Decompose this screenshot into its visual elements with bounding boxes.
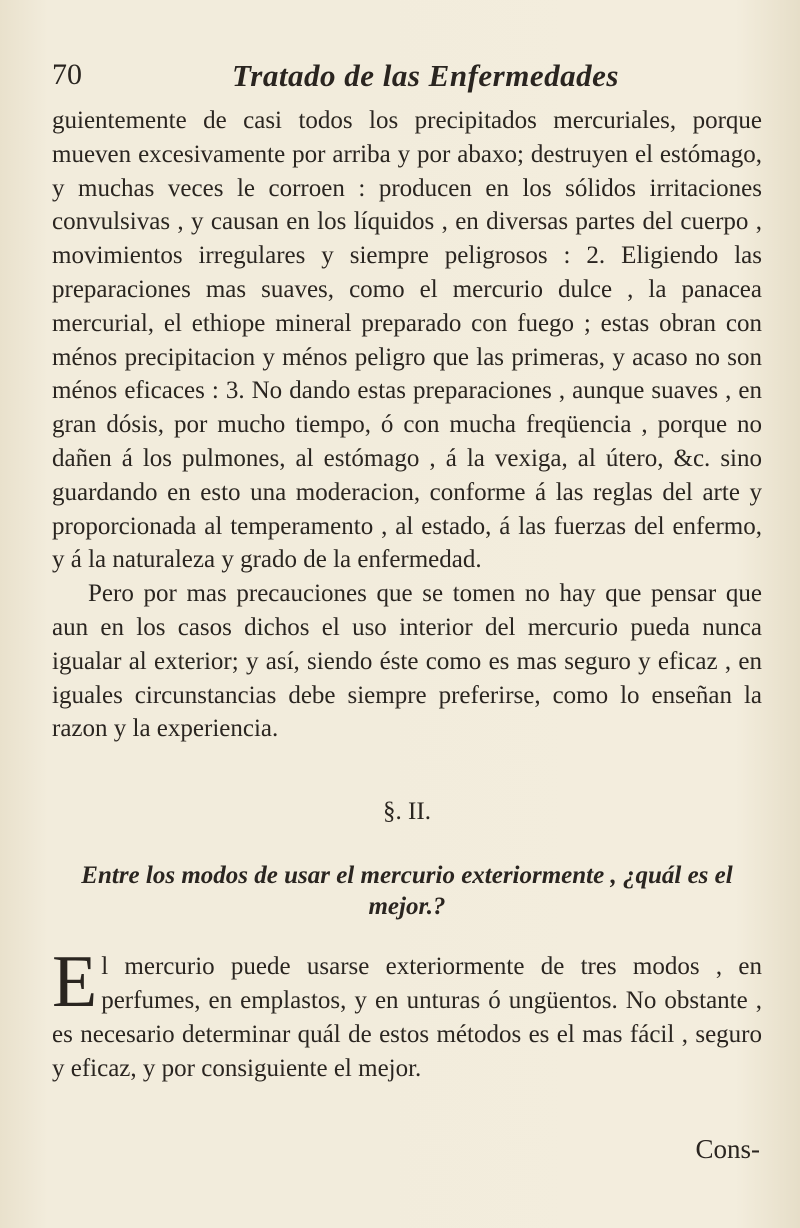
paragraph-1: guientemente de casi todos los precipitados mercuriales, porque mueven excesivamente por arriba y por abaxo; destruyen el estómago, y muchas veces le corroen : producen en los sólidos irritaciones convulsivas , y causan en los líquidos , en diversas partes del cuerpo , movimientos irregulares y siempre peligrosos : 2. Eligiendo las preparaciones mas suaves, como el mercurio dulce , la panacea mercurial, el ethiope mineral preparado con fuego ; estas obran con ménos precipitacion y ménos peligro que las primeras, y acaso no son ménos eficaces : 3. No dando estas preparaciones , aunque suaves , en gran dósis, por mucho tiempo, ó con mucha freqüencia , porque no dañen á los pulmones, al estómago , á la vexiga, al útero, &c. sino guardando en esto una moderacion, conforme á las reglas del arte y proporcionada al temperamento , al estado, á las fuerzas del enfermo, y á la naturaleza y grado de la enfermedad. [52,107,762,574]
paragraph-3-block [52,941,762,1085]
page-number: 70 [52,58,82,91]
catchword: Cons- [695,1134,760,1164]
running-title: Tratado de las Enfermedades [232,58,619,93]
section-heading: §. II. [383,798,431,826]
paragraph-2: Pero por mas precauciones que se tomen no hay que pensar que aun en los casos dichos el uso interior del mercurio pueda nunca igualar al exterior; y así, siendo éste como es mas seguro y eficaz , en iguales circunstancias debe siempre preferirse, como lo enseñan la razon y la experiencia. [52,580,762,743]
section-title: Entre los modos de usar el mercurio exteriormente , ¿quál es el mejor.? [81,862,733,921]
page-body [52,104,762,1085]
drop-cap: E [52,941,98,1024]
paragraph-3: l mercurio puede usarse exteriormente de tres modos , en perfumes, en emplastos, y en unturas ó ungüentos. No obstante , es necesario determinar quál de estos métodos es el mas fácil , seguro y eficaz, y por consiguiente el mejor. [52,953,762,1082]
page-header [52,58,752,100]
